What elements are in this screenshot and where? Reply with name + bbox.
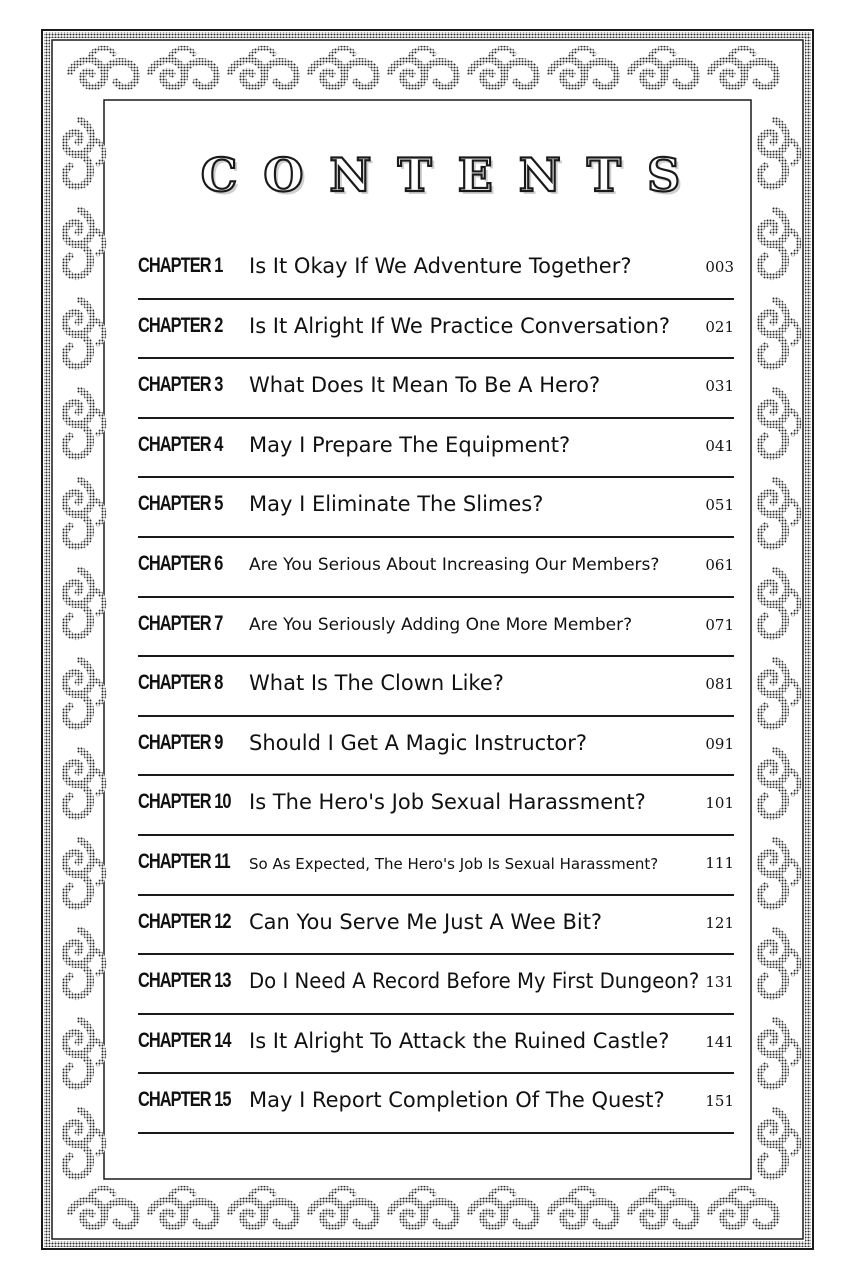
page-number: 081 <box>705 675 734 694</box>
right-scroll-band <box>760 120 799 1177</box>
chapter-label: CHAPTER 10 <box>138 790 231 814</box>
chapter-label: CHAPTER 2 <box>138 313 223 337</box>
chapter-title: What Does It Mean To Be A Hero? <box>249 373 601 398</box>
page-number: 061 <box>705 555 734 574</box>
chapter-label: CHAPTER 8 <box>138 671 223 695</box>
chapter-label: CHAPTER 11 <box>138 849 230 873</box>
chapter-label: CHAPTER 6 <box>138 551 223 575</box>
page-number: 101 <box>705 794 734 813</box>
toc-row-chapter-2[interactable] <box>138 300 734 360</box>
chapter-title: Should I Get A Magic Instructor? <box>249 730 588 755</box>
toc-row-chapter-5[interactable] <box>138 478 734 538</box>
page-number: 041 <box>705 436 734 455</box>
chapter-title: Is The Hero's Job Sexual Harassment? <box>249 790 646 815</box>
toc-row-chapter-11[interactable] <box>138 836 734 896</box>
chapter-label: CHAPTER 12 <box>138 909 231 933</box>
chapter-title: What Is The Clown Like? <box>249 671 504 696</box>
toc-row-chapter-6[interactable] <box>138 538 734 598</box>
toc-row-chapter-15[interactable] <box>138 1074 734 1134</box>
chapter-label: CHAPTER 5 <box>138 492 223 516</box>
page-number: 121 <box>705 913 734 932</box>
chapter-label: CHAPTER 7 <box>138 611 223 635</box>
chapter-title: Is It Okay If We Adventure Together? <box>249 254 632 278</box>
chapter-title: May I Eliminate The Slimes? <box>249 492 544 517</box>
toc-row-chapter-14[interactable] <box>138 1015 734 1075</box>
chapter-title: So As Expected, The Hero's Job Is Sexual Harassment? <box>249 854 659 873</box>
toc-row-chapter-4[interactable] <box>138 419 734 479</box>
toc-row-chapter-8[interactable] <box>138 657 734 717</box>
chapter-label: CHAPTER 3 <box>138 373 223 397</box>
chapter-label: CHAPTER 4 <box>138 432 223 456</box>
page-number: 071 <box>705 615 734 634</box>
page-number: 141 <box>705 1032 734 1051</box>
page-title: CONTENTS <box>200 148 707 202</box>
chapter-label: CHAPTER 1 <box>138 254 223 277</box>
left-scroll-band <box>65 120 104 1177</box>
page-number: 131 <box>705 973 734 992</box>
chapter-title: Do I Need A Record Before My First Dungeon? <box>249 969 700 994</box>
toc-row-chapter-7[interactable] <box>138 598 734 658</box>
toc-row-chapter-9[interactable] <box>138 717 734 777</box>
chapter-title: May I Prepare The Equipment? <box>249 432 571 457</box>
toc-row-chapter-13[interactable] <box>138 955 734 1015</box>
page-number: 051 <box>705 496 734 515</box>
bottom-scroll-band <box>70 1188 777 1227</box>
toc-row-chapter-10[interactable] <box>138 776 734 836</box>
chapter-label: CHAPTER 13 <box>138 969 231 993</box>
table-of-contents <box>138 240 734 1134</box>
toc-row-chapter-12[interactable] <box>138 896 734 956</box>
toc-row-chapter-1[interactable] <box>138 240 734 300</box>
top-scroll-band <box>70 48 777 87</box>
chapter-title: Are You Seriously Adding One More Member? <box>249 614 633 635</box>
chapter-label: CHAPTER 14 <box>138 1028 231 1052</box>
chapter-title: Are You Serious About Increasing Our Members? <box>249 554 660 575</box>
chapter-title: Is It Alright To Attack the Ruined Castle? <box>249 1028 670 1053</box>
page-number: 021 <box>705 317 734 336</box>
page-number: 091 <box>705 734 734 753</box>
toc-row-chapter-3[interactable] <box>138 359 734 419</box>
page-number: 111 <box>705 853 734 872</box>
chapter-title: Is It Alright If We Practice Conversation? <box>249 313 671 338</box>
chapter-label: CHAPTER 9 <box>138 730 223 754</box>
page-number: 003 <box>705 258 734 276</box>
chapter-title: Can You Serve Me Just A Wee Bit? <box>249 909 603 934</box>
chapter-title: May I Report Completion Of The Quest? <box>249 1088 665 1113</box>
page-number: 031 <box>705 377 734 396</box>
page-number: 151 <box>705 1092 734 1111</box>
chapter-label: CHAPTER 15 <box>138 1088 231 1112</box>
